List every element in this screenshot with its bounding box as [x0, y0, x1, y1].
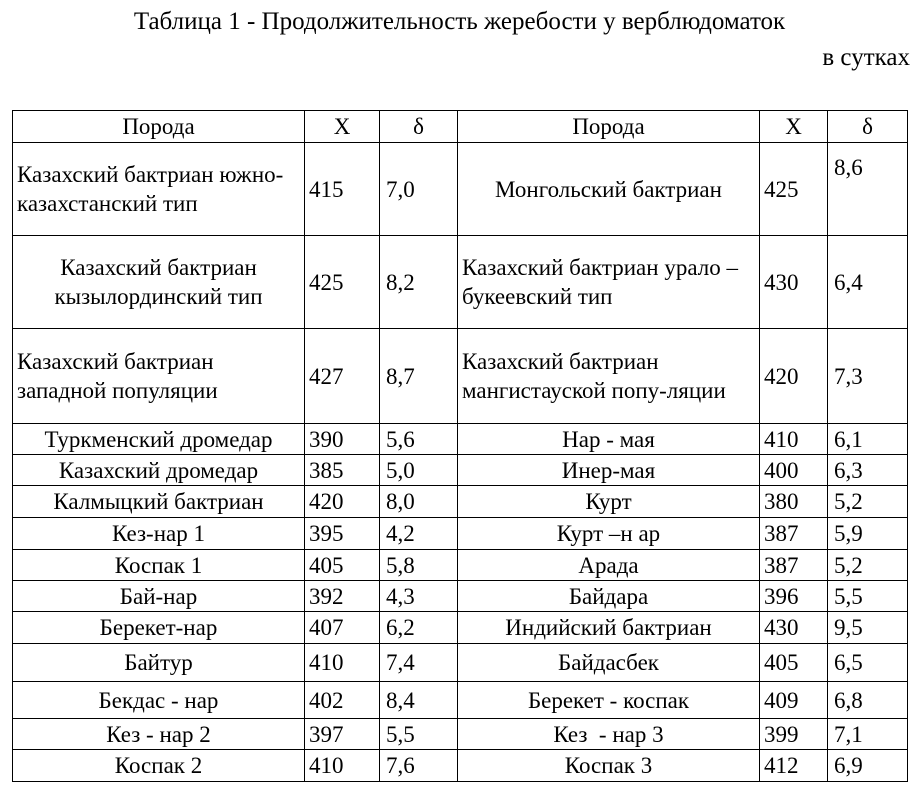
table-row	[13, 644, 908, 682]
breed-cell: Казахский дромедар	[13, 455, 305, 486]
delta-cell: 6,4	[828, 236, 908, 329]
delta-cell: 4,3	[380, 581, 458, 612]
delta-cell: 5,0	[380, 455, 458, 486]
table-row	[13, 329, 908, 424]
delta-cell: 6,3	[828, 455, 908, 486]
table-row	[13, 518, 908, 550]
delta-cell: 7,1	[828, 719, 908, 750]
gestation-table	[12, 110, 908, 782]
breed-cell: Кез - нар 3	[458, 719, 760, 750]
breed-cell: Калмыцкий бактриан	[13, 486, 305, 518]
x-cell: 402	[305, 682, 380, 719]
header-x-right: X	[760, 111, 828, 143]
x-cell: 430	[760, 236, 828, 329]
x-cell: 387	[760, 518, 828, 550]
table-row	[13, 719, 908, 750]
x-cell: 427	[305, 329, 380, 424]
breed-cell: Туркменский дромедар	[13, 424, 305, 455]
breed-cell: Нар - мая	[458, 424, 760, 455]
delta-cell: 5,5	[828, 581, 908, 612]
x-cell: 399	[760, 719, 828, 750]
x-cell: 397	[305, 719, 380, 750]
table-row	[13, 236, 908, 329]
x-cell: 420	[760, 329, 828, 424]
x-cell: 430	[760, 612, 828, 644]
x-cell: 396	[760, 581, 828, 612]
table-row	[13, 143, 908, 236]
table-row	[13, 750, 908, 782]
x-cell: 387	[760, 550, 828, 581]
x-cell: 415	[305, 143, 380, 236]
x-cell: 405	[305, 550, 380, 581]
delta-cell: 8,4	[380, 682, 458, 719]
delta-cell: 8,0	[380, 486, 458, 518]
table-row	[13, 455, 908, 486]
delta-cell: 6,9	[828, 750, 908, 782]
x-cell: 410	[305, 750, 380, 782]
table-title: Таблица 1 - Продолжительность жеребости у верблюдоматок	[133, 8, 786, 35]
table-subtitle: в сутках	[822, 44, 910, 71]
x-cell: 380	[760, 486, 828, 518]
breed-cell: Байдасбек	[458, 644, 760, 682]
delta-cell: 5,6	[380, 424, 458, 455]
delta-cell: 4,2	[380, 518, 458, 550]
x-cell: 425	[760, 143, 828, 236]
delta-cell: 5,9	[828, 518, 908, 550]
delta-cell: 9,5	[828, 612, 908, 644]
delta-cell: 7,3	[828, 329, 908, 424]
delta-cell: 5,2	[828, 550, 908, 581]
breed-cell: Кез-нар 1	[13, 518, 305, 550]
breed-cell: Кез - нар 2	[13, 719, 305, 750]
header-breed-right: Порода	[458, 111, 760, 143]
delta-cell: 8,7	[380, 329, 458, 424]
x-cell: 400	[760, 455, 828, 486]
x-cell: 407	[305, 612, 380, 644]
header-breed-left: Порода	[13, 111, 305, 143]
delta-cell: 7,0	[380, 143, 458, 236]
delta-cell: 6,5	[828, 644, 908, 682]
table-row	[13, 612, 908, 644]
breed-cell: Индийский бактриан	[458, 612, 760, 644]
x-cell: 425	[305, 236, 380, 329]
delta-cell: 7,4	[380, 644, 458, 682]
table-header-row	[13, 111, 908, 143]
breed-cell: Курт	[458, 486, 760, 518]
x-cell: 420	[305, 486, 380, 518]
x-cell: 395	[305, 518, 380, 550]
breed-cell: Курт –н ар	[458, 518, 760, 550]
delta-cell: 6,8	[828, 682, 908, 719]
breed-cell: Казахский бактриан западной популяции	[13, 329, 305, 424]
x-cell: 410	[760, 424, 828, 455]
delta-cell: 5,5	[380, 719, 458, 750]
table-row	[13, 581, 908, 612]
breed-cell: Казахский бактриан мангистауской попу-ляции	[458, 329, 760, 424]
breed-cell: Байтур	[13, 644, 305, 682]
breed-cell: Берекет - коспак	[458, 682, 760, 719]
breed-cell: Бекдас - нар	[13, 682, 305, 719]
delta-cell: 8,6	[828, 143, 908, 236]
x-cell: 412	[760, 750, 828, 782]
header-delta-right: δ	[828, 111, 908, 143]
delta-cell: 5,2	[828, 486, 908, 518]
breed-cell: Казахский бактриан урало – букеевский тип	[458, 236, 760, 329]
table-row	[13, 486, 908, 518]
breed-cell: Коспак 3	[458, 750, 760, 782]
breed-cell: Казахский бактриан кызылординский тип	[13, 236, 305, 329]
x-cell: 405	[760, 644, 828, 682]
table-row	[13, 424, 908, 455]
breed-cell: Берекет-нар	[13, 612, 305, 644]
x-cell: 392	[305, 581, 380, 612]
delta-cell: 8,2	[380, 236, 458, 329]
table-row	[13, 682, 908, 719]
x-cell: 410	[305, 644, 380, 682]
breed-cell: Коспак 2	[13, 750, 305, 782]
table-row	[13, 550, 908, 581]
x-cell: 409	[760, 682, 828, 719]
breed-cell: Казахский бактриан южно-казахстанский тип	[13, 143, 305, 236]
breed-cell: Арада	[458, 550, 760, 581]
header-x-left: X	[305, 111, 380, 143]
x-cell: 385	[305, 455, 380, 486]
breed-cell: Монгольский бактриан	[458, 143, 760, 236]
breed-cell: Бай-нар	[13, 581, 305, 612]
breed-cell: Байдара	[458, 581, 760, 612]
breed-cell: Коспак 1	[13, 550, 305, 581]
header-delta-left: δ	[380, 111, 458, 143]
delta-cell: 6,1	[828, 424, 908, 455]
breed-cell: Инер-мая	[458, 455, 760, 486]
delta-cell: 6,2	[380, 612, 458, 644]
x-cell: 390	[305, 424, 380, 455]
delta-cell: 5,8	[380, 550, 458, 581]
delta-cell: 7,6	[380, 750, 458, 782]
